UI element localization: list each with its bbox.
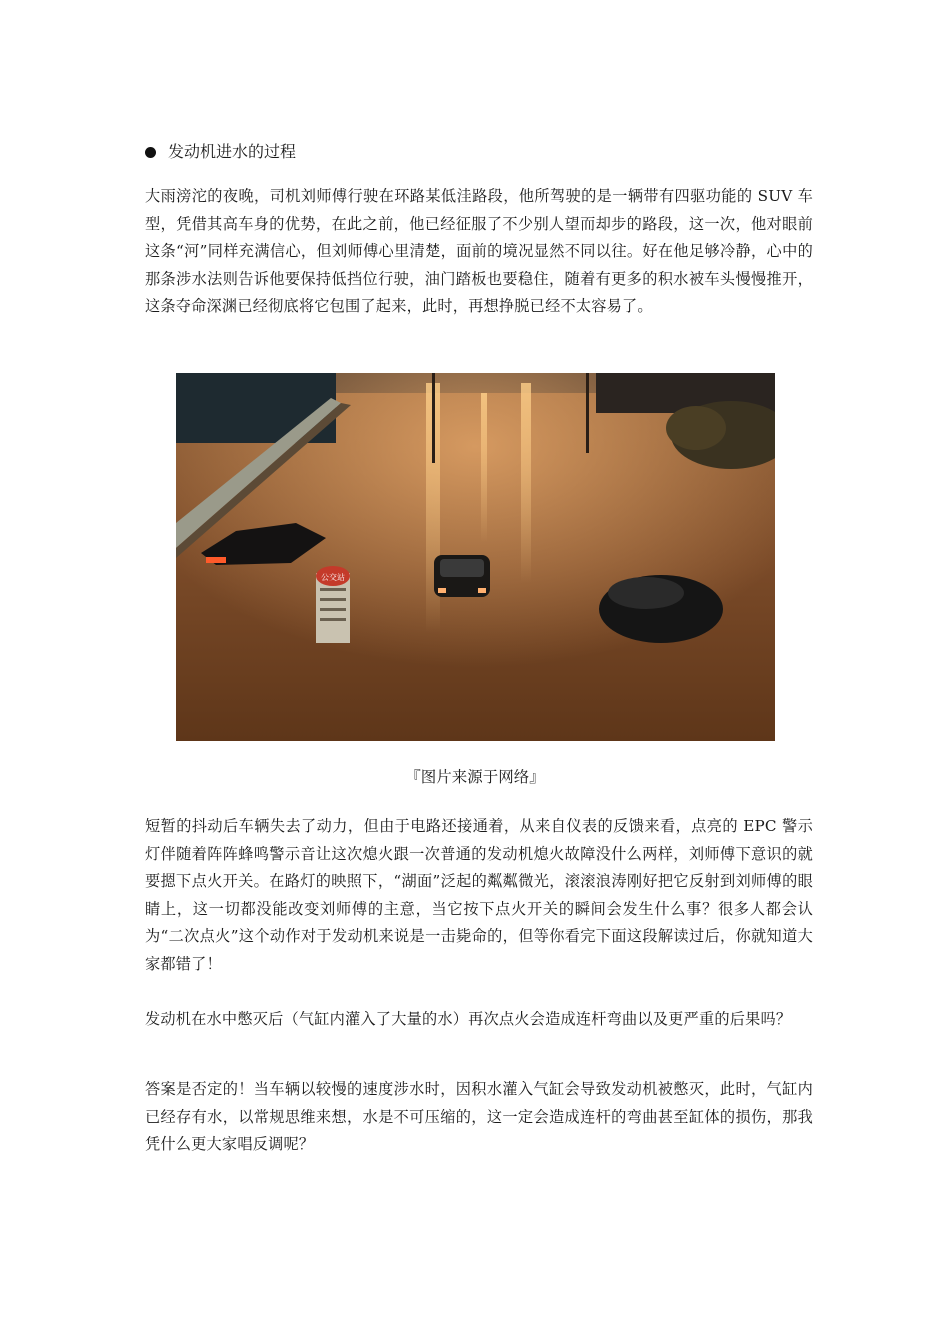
paragraph-answer: 答案是否定的！当车辆以较慢的速度涉水时，因积水灌入气缸会导致发动机被憋灭，此时，气缸内已经存有水，以常规思维来想，水是不可压缩的，这一定会造成连杆的弯曲甚至缸体的损伤，那我凭什么更大家唱反调呢？ (145, 1080, 813, 1153)
paragraph-question: 发动机在水中憋灭后（气缸内灌入了大量的水）再次点火会造成连杆弯曲以及更严重的后果吗？ (145, 1010, 792, 1028)
figure-caption: 『图片来源于网络』 (405, 768, 545, 786)
flooded-road-photo (176, 373, 775, 741)
paragraph-stall: 短暂的抖动后车辆失去了动力，但由于电路还接通着，从来自仪表的反馈来看，点亮的 EPC 警示灯伴随着阵阵蜂鸣警示音让这次熄火跟一次普通的发动机熄火故障没什么两样，刘师傅下意识的就要摁下点火开关。在路灯的映照下，“湖面”泛起的粼粼微光，滚滚浪涛刚好把它反射到刘师傅的眼睛上，这一切都没能改变刘师傅的主意，当它按下点火开关的瞬间会发生什么事？很多人都会认为“二次点火”这个动作对于发动机来说是一击毙命的，但等你看完下面这段解读过后，你就知道大家都错了！ (145, 817, 813, 973)
bus-stop-sign-text: 公交站 (321, 573, 345, 582)
paragraph-intro: 大雨滂沱的夜晚，司机刘师傅行驶在环路某低洼路段，他所驾驶的是一辆带有四驱功能的 SUV 车型，凭借其高车身的优势，在此之前，他已经征服了不少别人望而却步的路段，这一次，他对眼前这条“河”同样充满信心，但刘师傅心里清楚，面前的境况显然不同以往。好在他足够冷静，心中的那条涉水法则告诉他要保持低挡位行驶，油门踏板也要稳住，随着有更多的积水被车头慢慢推开，这条夺命深渊已经彻底将它包围了起来，此时，再想挣脱已经不太容易了。 (145, 187, 813, 315)
section-heading-text: 发动机进水的过程 (168, 142, 297, 161)
section-heading (145, 141, 296, 163)
bullet-icon (145, 147, 156, 158)
